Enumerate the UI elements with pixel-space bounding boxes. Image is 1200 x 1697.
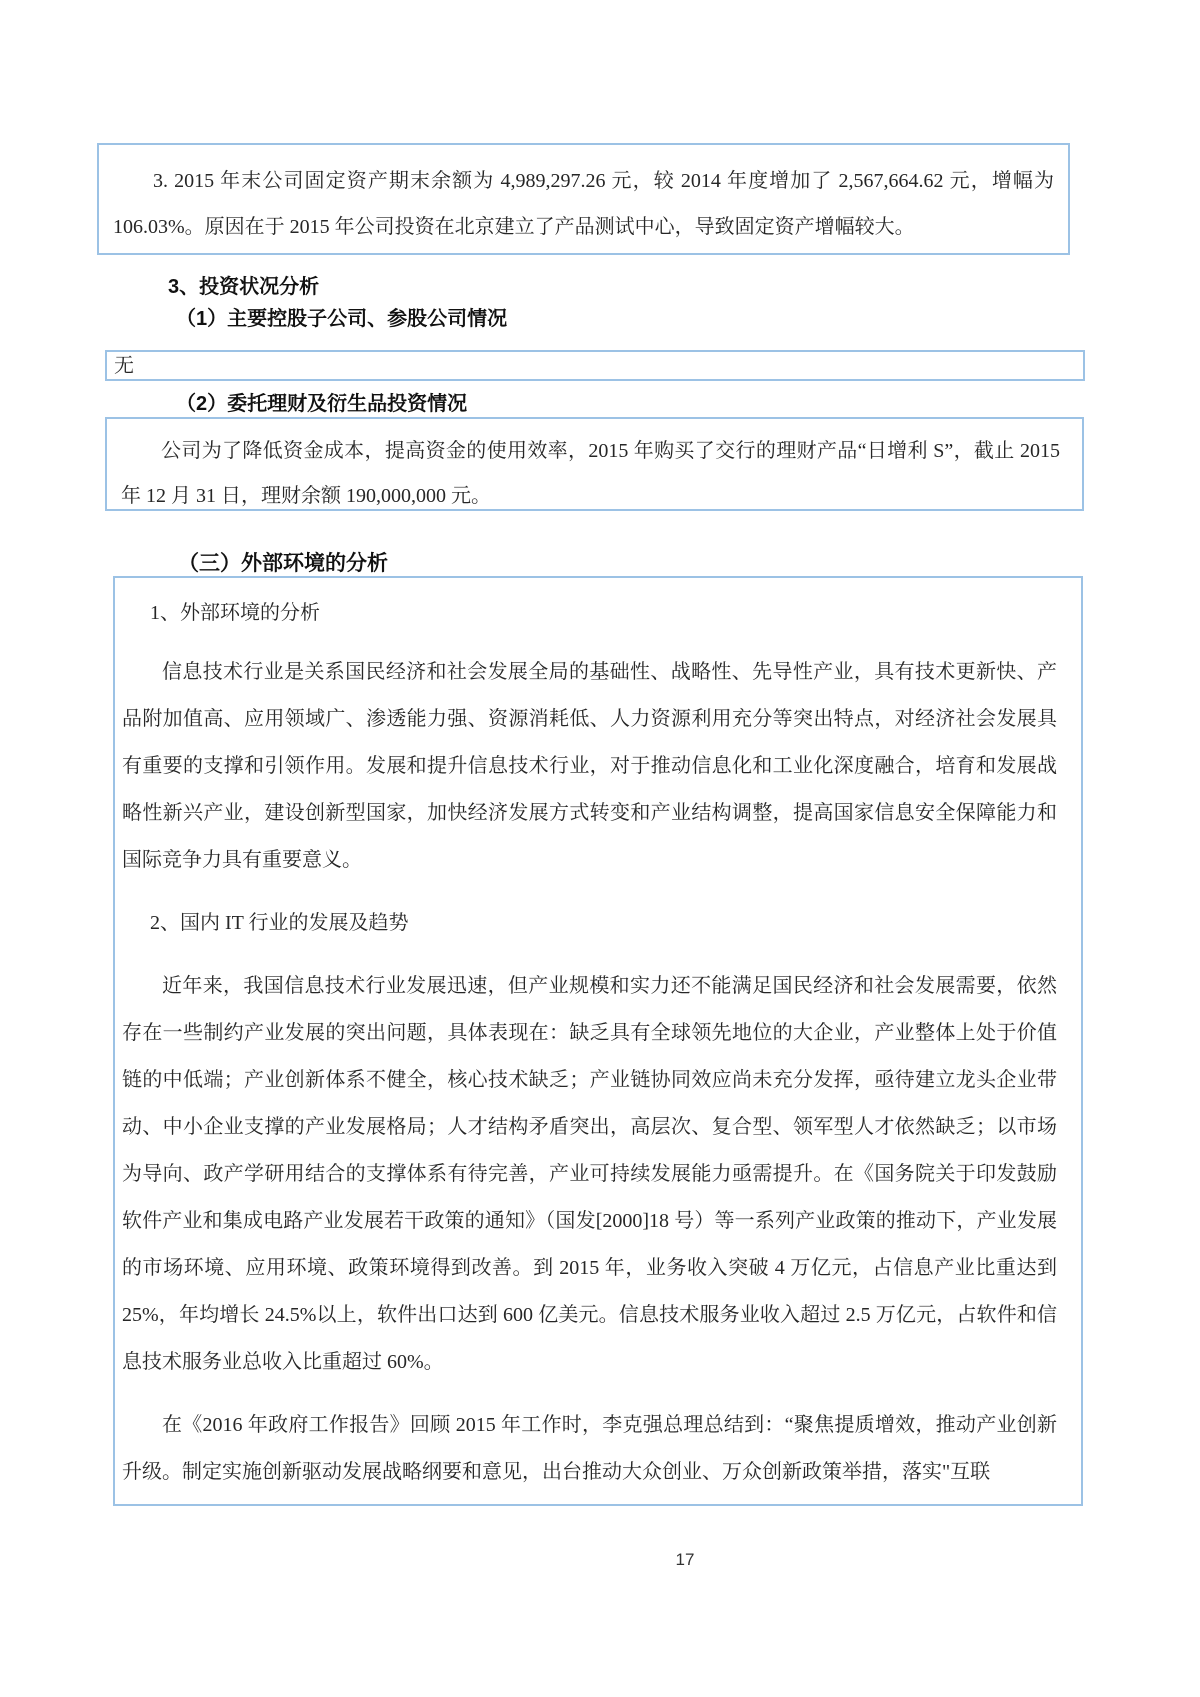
subsidiaries-none-box [105,350,1085,381]
external-env-sub1-title: 1、外部环境的分析 [150,602,320,624]
entrusted-wealth-box [105,417,1084,511]
page-number: 17 [675,1550,695,1569]
external-env-para3: 在《2016 年政府工作报告》回顾 2015 年工作时，李克强总理总结到：“聚焦提质增效，推动产业创新升级。制定实施创新驱动发展战略纲要和意见，出台推动大众创业、万众创新政策举措，落实"互联 [122,1414,1057,1483]
entrusted-wealth-text: 公司为了降低资金成本，提高资金的使用效率，2015 年购买了交行的理财产品“日增利 S”，截止 2015 年 12 月 31 日，理财余额 190,000,000 元。 [121,440,1060,507]
external-env-para1: 信息技术行业是关系国民经济和社会发展全局的基础性、战略性、先导性产业，具有技术更新快、产品附加值高、应用领域广、渗透能力强、资源消耗低、人力资源利用充分等突出特点，对经济社会发展具有重要的支撑和引领作用。发展和提升信息技术行业，对于推动信息化和工业化深度融合，培育和发展战略性新兴产业，建设创新型国家，加快经济发展方式转变和产业结构调整，提高国家信息安全保障能力和国际竞争力具有重要意义。 [122,661,1057,871]
heading-external-environment: （三）外部环境的分析 [178,552,388,575]
external-environment-box [113,576,1083,1506]
external-env-sub2-title: 2、国内 IT 行业的发展及趋势 [150,912,409,934]
subsidiaries-none-text: 无 [114,355,134,377]
external-env-para2: 近年来，我国信息技术行业发展迅速，但产业规模和实力还不能满足国民经济和社会发展需要，依然存在一些制约产业发展的突出问题，具体表现在：缺乏具有全球领先地位的大企业，产业整体上处于价值链的中低端；产业创新体系不健全，核心技术缺乏；产业链协同效应尚未充分发挥，亟待建立龙头企业带动、中小企业支撑的产业发展格局；人才结构矛盾突出，高层次、复合型、领军型人才依然缺乏；以市场为导向、政产学研用结合的支撑体系有待完善，产业可持续发展能力亟需提升。在《国务院关于印发鼓励软件产业和集成电路产业发展若干政策的通知》（国发[2000]18 号）等一系列产业政策的推动下，产业发展的市场环境、应用环境、政策环境得到改善。到 2015 年，业务收入突破 4 万亿元，占信息产业比重达到 25%，年均增长 24.5%以上，软件出口达到 600 亿美元。信息技术服务业收入超过 2.5 万亿元，占软件和信息技术服务业总收入比重超过 60%。 [122,975,1057,1373]
heading-entrusted-wealth: （2）委托理财及衍生品投资情况 [176,393,468,415]
fixed-assets-note-text: 3. 2015 年末公司固定资产期末余额为 4,989,297.26 元，较 2014 年度增加了 2,567,664.62 元，增幅为 106.03%。原因在于 2015 年公司投资在北京建立了产品测试中心，导致固定资产增幅较大。 [113,170,1054,238]
heading-investment-analysis: 3、投资状况分析 [168,276,320,298]
heading-subsidiaries: （1）主要控股子公司、参股公司情况 [176,308,508,330]
fixed-assets-note-box [97,143,1070,255]
